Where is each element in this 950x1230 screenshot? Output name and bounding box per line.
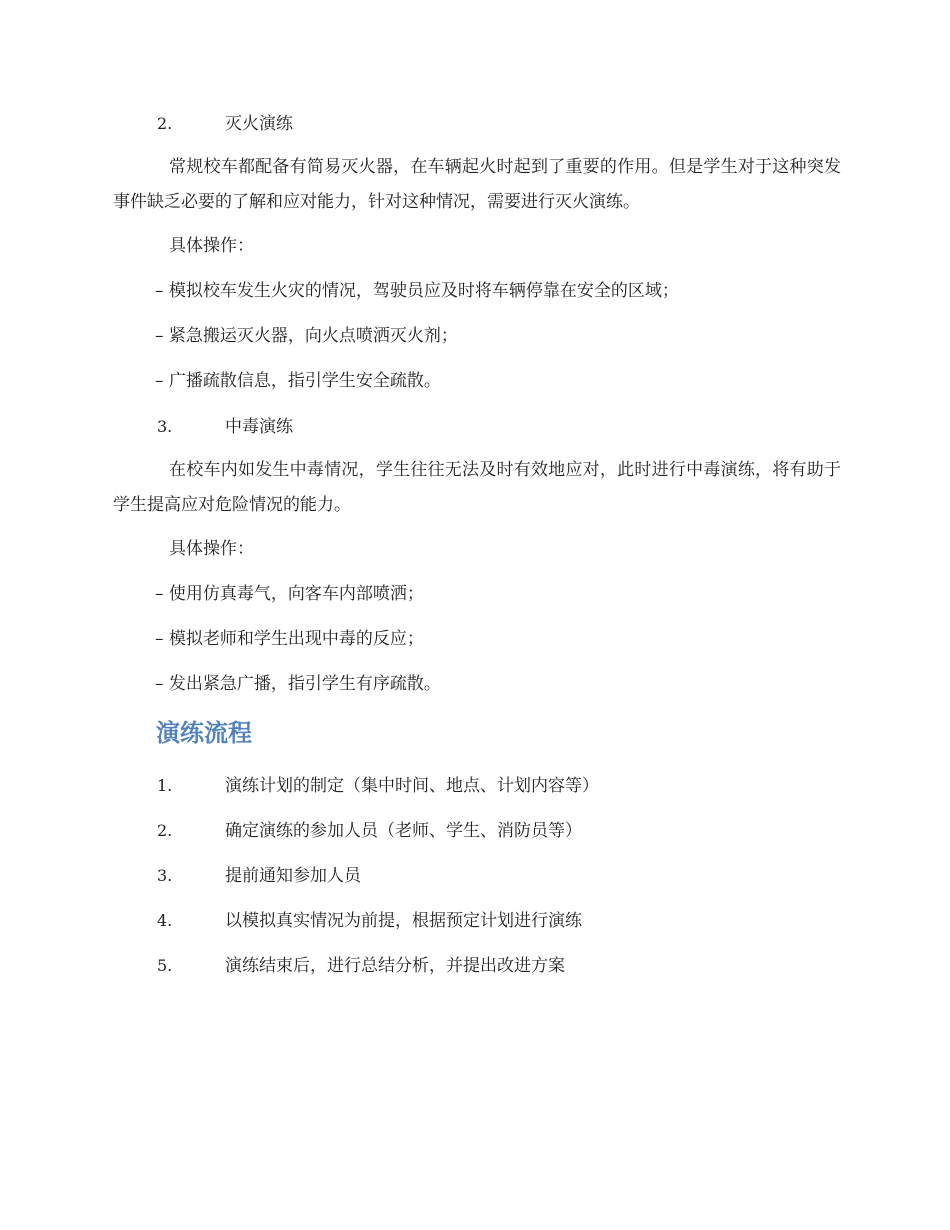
list-number: 1. [157,776,173,795]
list-item: 以模拟真实情况为前提，根据预定计划进行演练 [225,911,582,931]
list-item: – 模拟老师和学生出现中毒的反应； [155,629,424,649]
paragraph: 在校车内如发生中毒情况，学生往往无法及时有效地应对，此时进行中毒演练，将有助于学生提高应对危险情况的能力。 [113,460,841,515]
list-item: 提前通知参加人员 [225,866,361,886]
list-item: – 模拟校车发生火灾的情况，驾驶员应及时将车辆停靠在安全的区域； [155,281,679,301]
list-item: 演练结束后，进行总结分析，并提出改进方案 [225,956,565,976]
section-title: 灭火演练 [225,114,293,134]
section-title: 中毒演练 [225,417,293,437]
ops-label: 具体操作： [169,539,254,559]
list-item: – 发出紧急广播，指引学生有序疏散。 [155,674,441,694]
section-heading: 演练流程 [156,719,252,747]
list-item: – 使用仿真毒气，向客车内部喷洒； [155,584,424,604]
list-item: 确定演练的参加人员（老师、学生、消防员等） [225,821,582,841]
list-number: 4. [157,911,173,930]
list-item: 演练计划的制定（集中时间、地点、计划内容等） [225,776,599,796]
list-number: 3. [157,417,173,436]
list-number: 5. [157,956,173,975]
list-item: – 广播疏散信息，指引学生安全疏散。 [155,371,441,391]
list-item: – 紧急搬运灭火器，向火点喷洒灭火剂； [155,326,458,346]
list-number: 2. [157,821,173,840]
list-number: 3. [157,866,173,885]
list-number: 2. [157,114,173,133]
paragraph: 常规校车都配备有简易灭火器，在车辆起火时起到了重要的作用。但是学生对于这种突发事件缺乏必要的了解和应对能力，针对这种情况，需要进行灭火演练。 [113,157,841,212]
ops-label: 具体操作： [169,236,254,256]
